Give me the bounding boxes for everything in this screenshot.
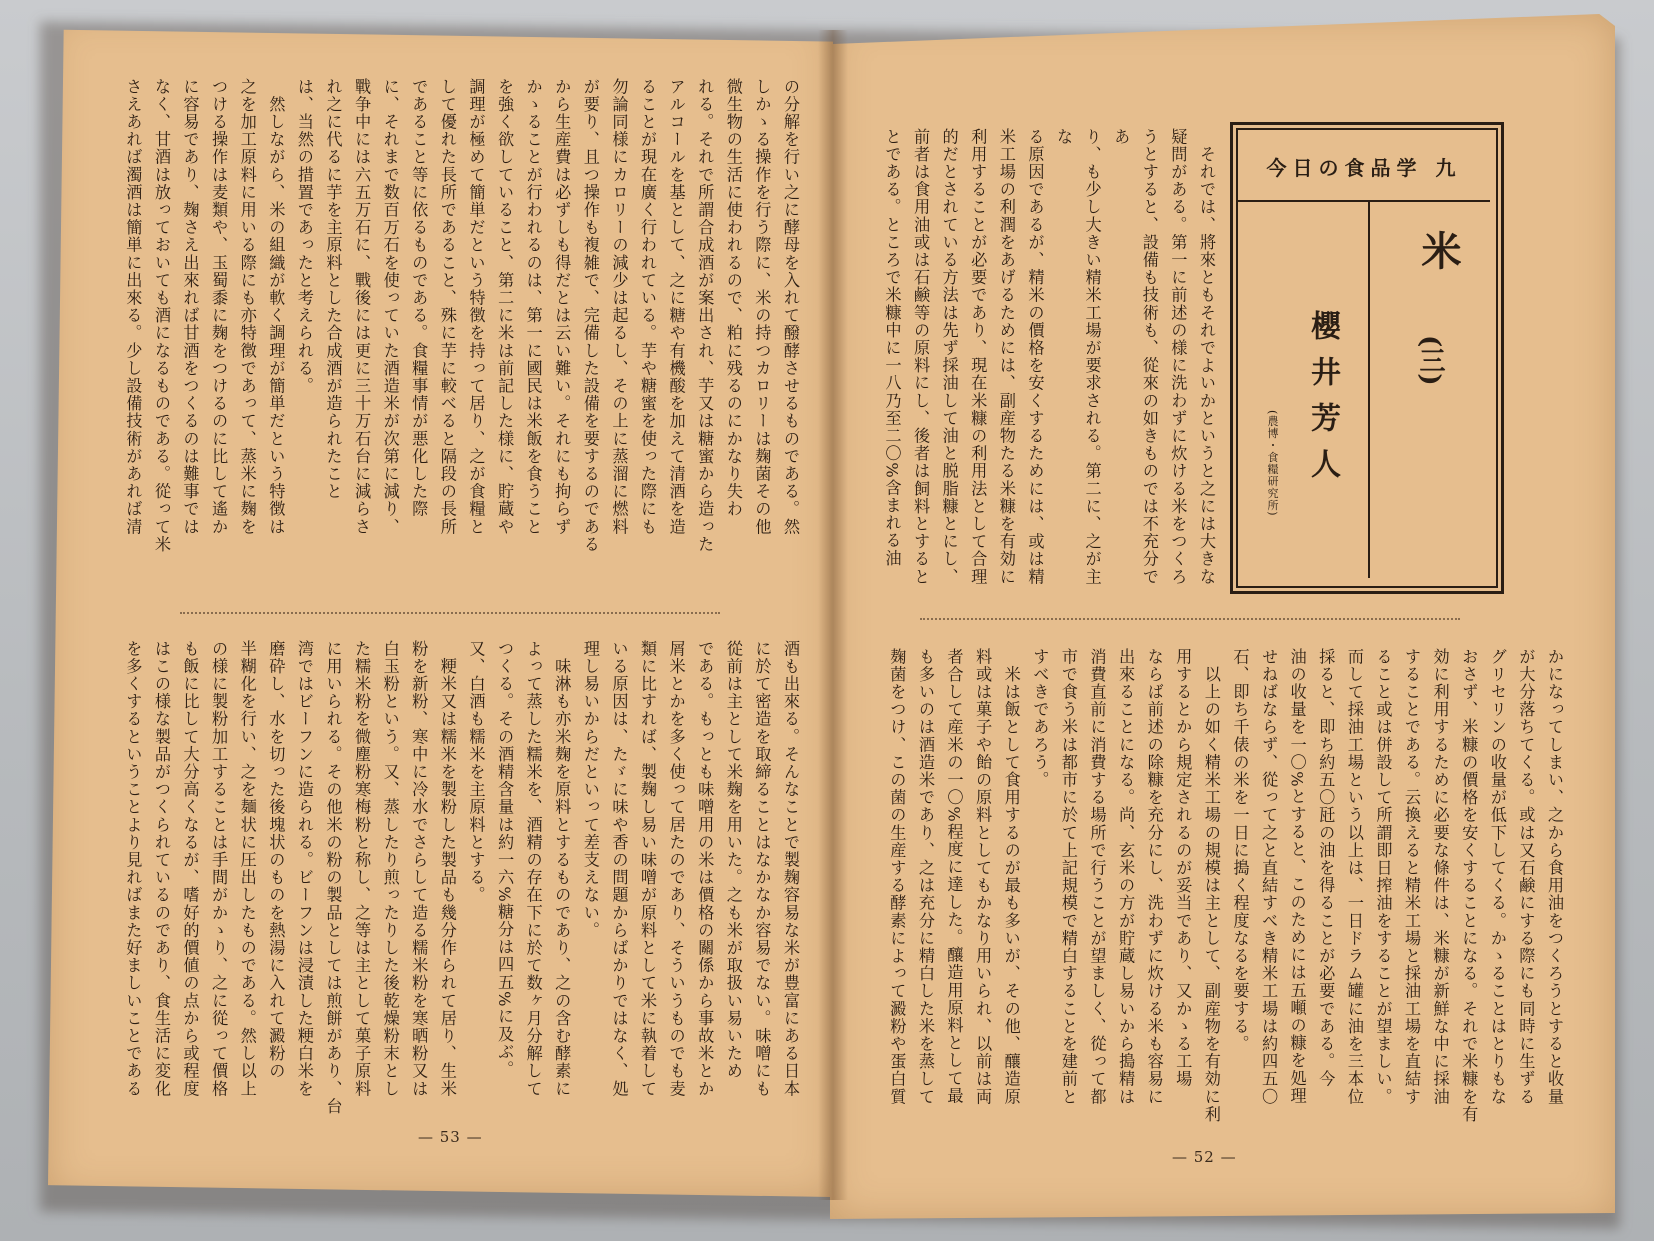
text-column: 屑米とかを多く使って居たのであり、そういうものでも麦 [666,640,686,1098]
text-column: アルコールを基として、之に糖や有機酸を加えて清酒を造 [666,78,686,536]
text-column: して優れた長所であること、殊に芋に較べると隔段の長所 [437,78,457,536]
text-column: 麹菌をつけ、この菌の生産する酵素によって澱粉や蛋白質 [887,648,907,1106]
text-column: かゝることが行われるのは、第一に國民は米飯を食うこと [523,78,543,536]
text-column: 戰争中には六五万石に、戰後には更に三十万石台に減らさ [352,78,372,536]
text-column: はこの様な製品がつくられているのであり、食生活に変化 [151,640,171,1098]
left-page-divider [180,612,720,614]
text-column: る原因であるが、精米の價格を安くするためには、或は精 [1025,128,1045,586]
text-column: 粉を新粉、寒中に冷水でさらして造る糯米粉を寒晒粉又は [409,640,429,1098]
author-affiliation: (農博・食糧研究所) [1266,410,1279,517]
text-column: 出來ることになる。尚、玄米の方が貯蔵し易いから搗精は [1116,648,1136,1106]
text-column: に容易であり、麹さえ出來れば甘酒をつくるのは難事では [180,78,200,536]
text-column: 調理が極めて簡単だという特徴を持って居り、之が食糧と [466,78,486,536]
text-column: に用いられる。その他米の粉の製品としては煎餅があり、台 [323,640,343,1116]
right-page-number: — 52 — [1172,1148,1237,1166]
book-gutter [818,30,848,1200]
left-page-bottom-text [112,640,804,1118]
text-column: なく、甘酒は放っておいても酒になるものである。從って米 [151,78,171,554]
text-column: から生産費は必ずしも得だとは云い難い。それにも拘らず [552,78,572,536]
text-column: 市で食う米は都市に於て上記規模で精白することを建前と [1058,648,1078,1106]
text-column: 又、白酒も糯米を主原料とする。 [466,640,486,904]
text-column: れる。それで所謂合成酒が案出され、芋又は糖蜜から造った [695,78,715,554]
text-column: つくる。その酒精含量は約一六%糖分は四五%に及ぶ。 [495,640,515,1079]
text-column: 消費直前に消費する場所で行うことが望ましく、從って都 [1087,648,1107,1106]
text-column: が要り、且つ操作も複雑で、完備した設備を要するのである [580,78,600,554]
article-title: 米 [1415,230,1461,270]
text-column: すべきであろう。 [1030,648,1050,789]
left-page-number: — 53 — [418,1128,483,1146]
text-column: 利用することが必要であり、現在米糠の利用法として合理 [968,128,988,586]
text-column: 者合して産米の一〇%程度に達した。釀造用原料として最 [944,648,964,1105]
text-column: 米工場の利潤をあげるためには、副産物たる米糠を有効に [996,128,1016,586]
text-column: 料或は菓子や飴の原料としてもかなり用いられ、以前は両 [973,648,993,1106]
text-column: の分解を行い之に酵母を入れて醱酵させるものである。然 [781,78,800,536]
text-column: それでは、將來ともそれでよいかというと之には大きな [1197,128,1216,586]
text-column: 採ると、即ち約五〇瓩の油を得ることが必要である。今 [1316,648,1336,1088]
text-column: も多いのは酒造米であり、之は充分に精白した米を蒸して [915,648,935,1106]
text-column: つける操作は麦類や、玉蜀黍に麹をつけるのに比して遙か [209,78,229,536]
text-column: り、も少し大きい精米工場が要求される。第二に、之が主な [1054,128,1102,586]
text-column: た糯米粉を微塵粉寒梅粉と称し、之等は主として菓子原料 [352,640,372,1098]
text-column: 油の收量を一〇%とすると、このためには五噸の糠を処理 [1287,648,1307,1105]
text-column: せねばならず、從って之と直結すべき精米工場は約四五〇 [1259,648,1279,1106]
text-column: 微生物の生活に使われるので、粕に残るのにかなり失わ [723,78,743,518]
text-column: よって蒸した糯米を、酒精の存在下に於て数ヶ月分解して [523,640,543,1098]
text-column: 用するとから規定されるのが妥当であり、又かゝる工場 [1173,648,1193,1088]
text-column: しかゝる操作を行う際に、米の持つカロリーは麹菌その他 [752,78,772,536]
text-column: が大分落ちてくる。或は又石鹸にする際にも同時に生ずる [1516,648,1536,1106]
right-page-divider [920,618,1460,620]
text-column: とである。ところで米糠中に一八乃至二〇%含まれる油 [882,128,902,568]
text-column: 類に比すれば、製麹し易い味噌が原料として米に執着して [638,640,658,1098]
text-column: 白玉粉という。又、蒸したり煎ったりした後乾燥粉末とし [380,640,400,1098]
text-column: に於て密造を取締ることはなかなか容易でない。味噌にも [752,640,772,1098]
text-column: である。もっとも味噌用の米は價格の關係から事故米とか [695,640,715,1098]
text-column: 湾ではビーフンに造られる。ビーフンは浸漬した粳白米を [294,640,314,1098]
text-column: 理し易いからだといって差支えない。 [580,640,600,940]
text-column: かになってしまい、之から食用油をつくろうとすると收量 [1545,648,1564,1106]
text-column: も飯に比して大分高くなるが、嗜好的價値の点から或程度 [180,640,200,1098]
text-column: であること等に依るものである。食糧事情が悪化した際 [409,78,429,518]
text-column: おさず、米糠の價格を安くすることになる。それで米糠を有 [1459,648,1479,1124]
text-column: 勿論同様にカロリーの減少は起るし、その上に蒸溜に燃料 [609,78,629,536]
text-column: を多くするということより見ればまた好ましいことである [123,640,143,1098]
text-column: を強く欲していること、第二に米は前記した様に、貯蔵や [495,78,515,536]
article-part: (三) [1415,335,1445,386]
text-column: に、それまで数百万石を使っていた酒造米が次第に減り、 [380,78,400,536]
title-box-divider [1368,200,1370,578]
left-page-top-text [112,78,804,556]
text-column: れ之に代るに芋を主原料とした合成酒が造られたこと [323,78,343,501]
text-column: うとすると、設備も技術も、從來の如きものでは不充分であ [1111,128,1159,586]
text-column: の様に製粉加工することは手間がかゝり、之に從って價格 [209,640,229,1098]
text-column: 半糊化を行い、之を麺状に圧出したものである。然し以上 [237,640,257,1098]
right-page-top-text [878,128,1220,594]
text-column: グリセリンの收量が低下してくる。かゝることはとりもな [1487,648,1507,1106]
series-title: 今日の食品学 九 [1238,132,1490,202]
text-column: ならば前述の除糠を充分にし、洗わずに炊ける米も容易に [1144,648,1164,1106]
text-column: さえあれば濁酒は簡単に出來る。少し設備技術があれば清 [123,78,143,536]
text-column: ることが現在廣く行われている。芋や糖蜜を使った際にも [638,78,658,536]
text-column: 米は飯として食用するのが最も多いが、その他、釀造原 [1001,648,1021,1106]
text-column: 之を加工原料に用いる際にも亦特徴であって、蒸米に麹を [237,78,257,536]
text-column: いる原因は、たゞに味や香の問題からばかりではなく、処 [609,640,629,1098]
text-column: 疑問がある。第一に前述の様に洗わずに炊ける米をつくろ [1168,128,1188,586]
text-column: 酒も出來る。そんなことで製麹容易な米が豊富にある日本 [781,640,800,1098]
text-column: は、当然の措置であったと考えられる。 [294,78,314,395]
text-column: 然しながら、米の組織が軟く調理が簡単だという特徴は [266,78,286,536]
text-column: 以上の如く精米工場の規模は主として、副産物を有効に利 [1201,648,1221,1124]
text-column: 効に利用するために必要な條件は、米糠が新鮮な中に採油 [1430,648,1450,1106]
text-column: 味淋も亦米麹を原料とするものであり、之の含む酵素に [552,640,572,1098]
text-column: 石、即ち千俵の米を一日に搗く程度なるを要する。 [1230,648,1250,1053]
text-column: 前者は食用油或は石鹸等の原料にし、後者は飼料とすると [911,128,931,586]
text-column: 從前は主として米麹を用いた。之も米が取扱い易いため [723,640,743,1080]
text-column: 的だとされている方法は先ず採油して油と脱脂糠とにし、 [939,128,959,586]
author-name: 櫻井芳人 [1305,310,1340,494]
right-page-bottom-text [878,648,1568,1126]
text-column: することである。云換えると精米工場と採油工場を直結す [1402,648,1422,1106]
text-column: ること或は併設して所謂即日搾油をすることが望ましい。 [1373,648,1393,1106]
text-column: 而して採油工場という以上は、一日ドラム罐に油を三本位 [1344,648,1364,1106]
text-column: 粳米又は糯米を製粉した製品も幾分作られて居り、生米 [437,640,457,1098]
text-column: 磨砕し、水を切った後塊状のものを熱湯に入れて澱粉の [266,640,286,1080]
